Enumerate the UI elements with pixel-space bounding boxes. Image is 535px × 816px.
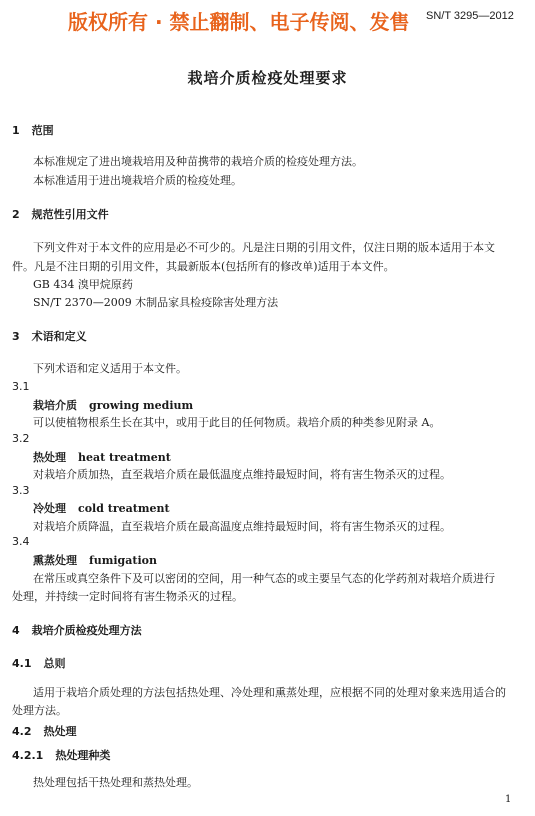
section-heading-2 — [12, 206, 109, 222]
term-en: heat treatment — [78, 451, 171, 464]
paragraph: 适用于栽培介质处理的方法包括热处理、冷处理和熏蒸处理，应根据不同的处理对象来选用适合的 — [33, 686, 506, 699]
term-number: 3.2 — [12, 432, 30, 445]
term-en: fumigation — [89, 554, 157, 567]
page-number: 1 — [505, 794, 512, 805]
subsection-number: 4.2.1 — [12, 749, 44, 762]
watermark-text: 版权所有 · 禁止翻制、电子传阅、发售 — [68, 10, 410, 34]
section-title: 范围 — [31, 124, 54, 137]
term-definition: 对栽培介质降温，直至栽培介质在最高温度点维持最短时间，将有害生物杀灭的过程。 — [33, 520, 451, 533]
document-title: 栽培介质检疫处理要求 — [187, 69, 348, 87]
term-en: growing medium — [89, 399, 194, 412]
section-title: 栽培介质检疫处理方法 — [31, 624, 142, 637]
term-en: cold treatment — [78, 502, 170, 515]
paragraph: 本标准适用于进出境栽培介质的检疫处理。 — [33, 174, 242, 187]
document-number: SN/T 3295—2012 — [426, 10, 514, 22]
term-number: 3.3 — [12, 484, 30, 497]
term-heading — [33, 500, 170, 516]
section-title: 规范性引用文件 — [31, 208, 109, 221]
subsection-number: 4.2 — [12, 725, 32, 738]
paragraph: 下列术语和定义适用于本文件。 — [33, 362, 187, 375]
subsection-number: 4.1 — [12, 657, 32, 670]
section-title: 术语和定义 — [31, 330, 87, 343]
subsection-heading-4-2-1 — [12, 747, 110, 763]
term-number: 3.4 — [12, 535, 30, 548]
subsection-title: 热处理 — [43, 725, 77, 738]
term-cn: 熏蒸处理 — [33, 554, 77, 567]
subsection-title: 热处理种类 — [55, 749, 111, 762]
subsection-title: 总则 — [43, 657, 66, 670]
paragraph: 本标准规定了进出境栽培用及种苗携带的栽培介质的检疫处理方法。 — [33, 155, 363, 168]
section-number: 4 — [12, 624, 20, 637]
term-cn: 栽培介质 — [33, 399, 77, 412]
term-definition-continuation: 处理，并持续一定时间将有害生物杀灭的过程。 — [12, 590, 243, 603]
paragraph-continuation: 处理方法。 — [12, 704, 67, 717]
term-definition: 可以使植物根系生长在其中，或用于此目的任何物质。栽培介质的种类参见附录 A。 — [33, 416, 441, 429]
section-number: 3 — [12, 330, 20, 343]
section-number: 1 — [12, 124, 20, 137]
reference-item: GB 434 溴甲烷原药 — [33, 278, 133, 291]
section-number: 2 — [12, 208, 20, 221]
term-heading — [33, 397, 193, 413]
term-number: 3.1 — [12, 380, 30, 393]
paragraph-continuation: 件。凡是不注日期的引用文件，其最新版本(包括所有的修改单)适用于本文件。 — [12, 260, 395, 273]
subsection-heading-4-2 — [12, 723, 77, 739]
term-definition: 对栽培介质加热，直至栽培介质在最低温度点维持最短时间，将有害生物杀灭的过程。 — [33, 468, 451, 481]
term-heading — [33, 552, 157, 568]
section-heading-3 — [12, 328, 87, 344]
term-heading — [33, 449, 171, 465]
paragraph: 下列文件对于本文件的应用是必不可少的。凡是注日期的引用文件，仅注日期的版本适用于本文 — [33, 241, 495, 254]
section-heading-1 — [12, 122, 54, 138]
term-definition: 在常压或真空条件下及可以密闭的空间，用一种气态的或主要呈气态的化学药剂对栽培介质进行 — [33, 572, 495, 585]
subsection-heading-4-1 — [12, 655, 66, 671]
term-cn: 热处理 — [33, 451, 66, 464]
term-cn: 冷处理 — [33, 502, 66, 515]
reference-item: SN/T 2370—2009 木制品家具检疫除害处理方法 — [33, 296, 279, 309]
paragraph: 热处理包括干热处理和蒸热处理。 — [33, 776, 198, 789]
section-heading-4 — [12, 622, 142, 638]
